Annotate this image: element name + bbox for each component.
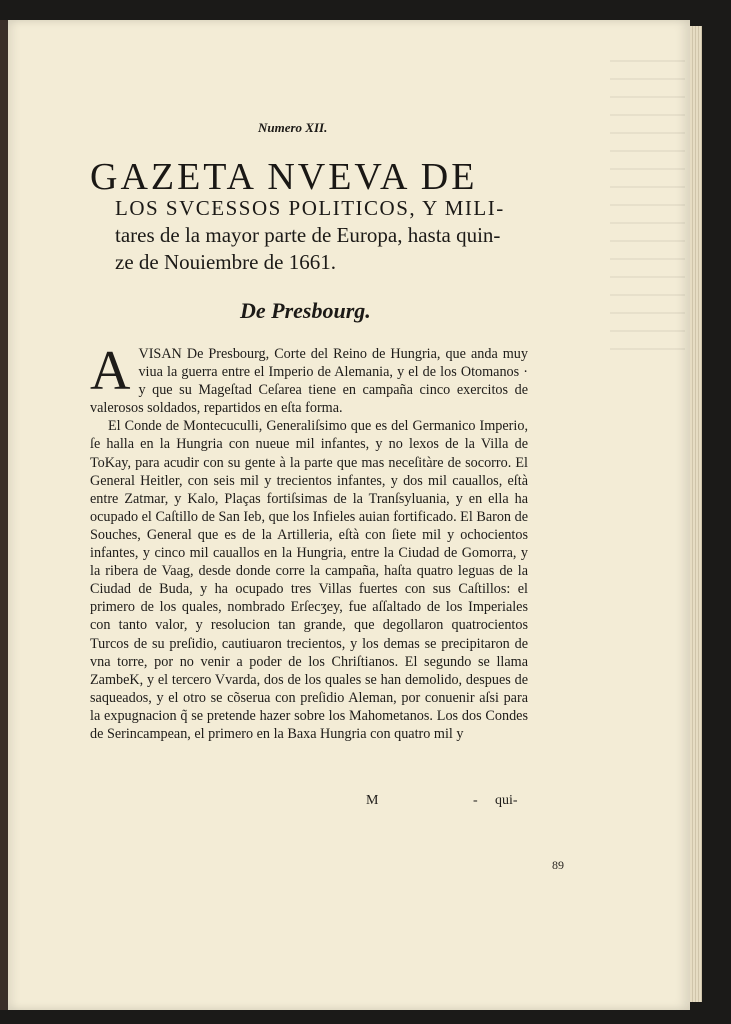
catch-dash: - <box>473 793 478 808</box>
section-heading: De Presbourg. <box>240 298 371 323</box>
gazette-subtitle <box>115 195 535 276</box>
signature-mark: M <box>366 793 379 808</box>
page-stack-edge <box>690 26 702 1002</box>
book-cover-edge <box>0 20 8 1010</box>
catchline <box>90 793 528 811</box>
paragraph-1-text: VISAN De Presbourg, Corte del Reino de Hungria, que anda muy viua la guerra entre el Imperio de Alemania, y el de los Otomanos · y que su Mageſtad Ceſarea tiene en campaña cinco exercitos de valerosos soldados, repartidos en eſta forma. <box>90 346 528 417</box>
subtitle-line-3: ze de Nouiembre de 1661. <box>115 250 337 274</box>
show-through-text <box>610 60 685 360</box>
drop-cap: A <box>90 340 131 402</box>
issue-number: Numero XII. <box>258 120 328 135</box>
subtitle-line-2: tares de la mayor parte de Europa, hasta quin- <box>115 223 501 247</box>
gazette-title: GAZETA NVEVA DE <box>90 156 478 198</box>
page-number: 89 <box>552 858 564 872</box>
catchword: qui- <box>495 793 518 808</box>
article-body <box>90 340 528 743</box>
paragraph-2: El Conde de Montecuculli, Generaliſsimo que es del Germanico Imperio, ſe halla en la Hungria con nueue mil infantes, y no lexos de la Villa de ToKay, para acudir con su gente à la parte que mas neceſitàre de socorro. El General Heitler, con seis mil y trecientos infantes, y dos mil cauallos, eſtà entre Zatmar, y Kalo, Plaças fortiſsimas de la Tranſsyluania, y en ella ha ocupado el Caſtillo de San Ieb, que los Infieles auian fortificado. El Baron de Souches, General que es de la Artilleria, eſtà con ſiete mil y ochocientos infantes, y cinco mil cauallos en la Hungria, entre la Ciudad de Gomorra, y la ribera de Vaag, desde donde corre la campaña, haſta quatro leguas de la Ciudad de Buda, y ha ocupado tres Villas fuertes con sus Caſtillos: el primero de los quales, nombrado Erſecʒey, fue aſſaltado de los Imperiales con tanto valor, y resolucion tan grande, que degollaron quatrocientos Turcos de su preſidio, cautiuaron trecientos, y los demas se precipitaron de vna torre, por no venir a poder de los Chriſtianos. El segundo se llama ZambeK, y el tercero Vvarda, dos de los quales se han demolido, despues de saqueados, y el otro se cõserua con preſidio Aleman, por conuenir aſsi para la expugnacion q̃ se pretende hazer sobre los Mahometanos. Los dos Condes de Serincampean, el primero en la Baxa Hungria con quatro mil y <box>90 418 528 742</box>
subtitle-line-1: LOS SVCESSOS POLITICOS, Y MILI- <box>115 196 505 220</box>
paragraph-1 <box>90 340 528 417</box>
